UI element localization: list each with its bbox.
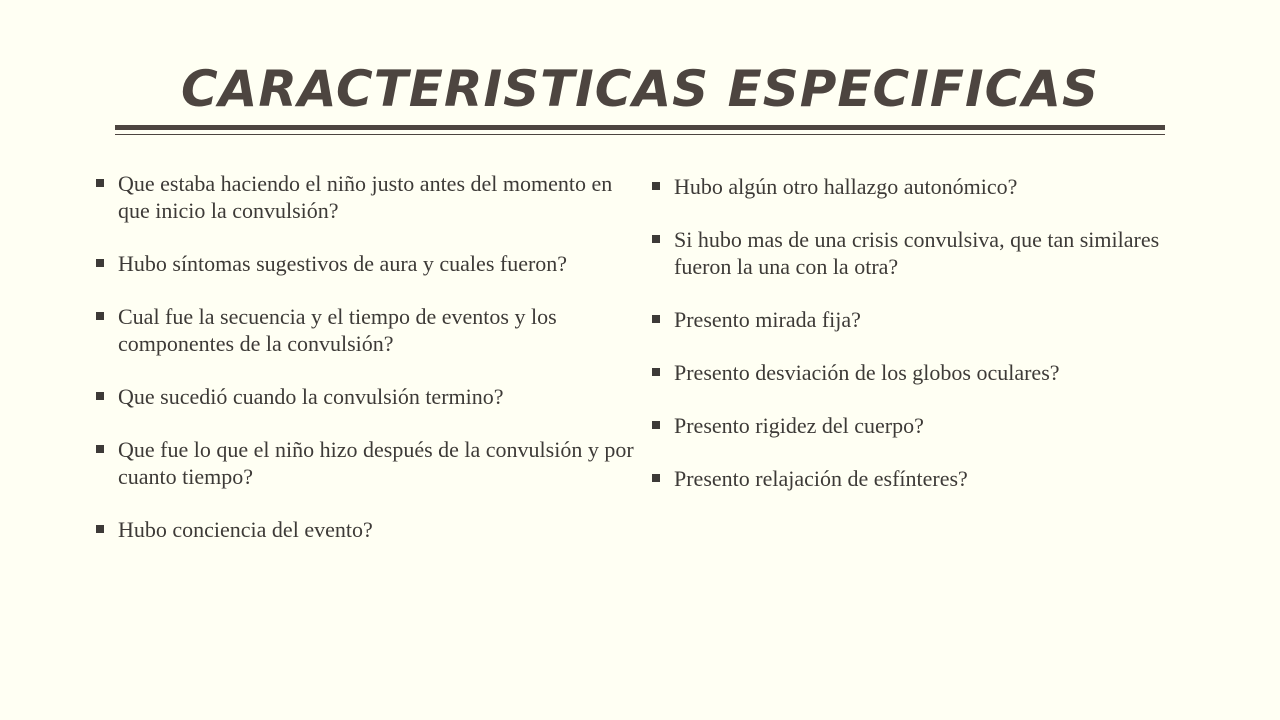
list-item <box>650 465 1190 492</box>
list-item-text: Presento mirada fija? <box>674 307 861 332</box>
list-item-text: Que sucedió cuando la convulsión termino? <box>118 384 504 409</box>
list-item-text: Hubo conciencia del evento? <box>118 517 373 542</box>
title-underline-thick <box>115 125 1165 130</box>
square-bullet-icon <box>96 259 104 267</box>
list-item <box>94 250 634 277</box>
slide-title: CARACTERISTICAS ESPECIFICAS <box>180 60 1100 118</box>
list-item-text: Hubo algún otro hallazgo autonómico? <box>674 174 1018 199</box>
square-bullet-icon <box>96 525 104 533</box>
square-bullet-icon <box>652 315 660 323</box>
square-bullet-icon <box>96 392 104 400</box>
list-item-text: Cual fue la secuencia y el tiempo de eventos y los componentes de la convulsión? <box>118 304 557 356</box>
list-item <box>650 359 1190 386</box>
list-item-text: Presento rigidez del cuerpo? <box>674 413 924 438</box>
list-item <box>94 383 634 410</box>
list-item <box>94 516 634 543</box>
list-item <box>94 303 634 357</box>
square-bullet-icon <box>652 421 660 429</box>
list-item-text: Hubo síntomas sugestivos de aura y cuales fueron? <box>118 251 568 276</box>
square-bullet-icon <box>652 182 660 190</box>
list-item <box>650 306 1190 333</box>
right-bullet-list <box>650 173 1190 518</box>
list-item-text: Que estaba haciendo el niño justo antes del momento en que inicio la convulsión? <box>118 171 613 223</box>
title-underline-thin <box>115 134 1165 135</box>
list-item-text: Presento desviación de los globos oculares? <box>674 360 1060 385</box>
list-item <box>650 226 1190 280</box>
left-bullet-list <box>94 170 634 569</box>
list-item <box>650 173 1190 200</box>
list-item-text: Si hubo mas de una crisis convulsiva, que tan similares fueron la una con la otra? <box>674 227 1160 279</box>
square-bullet-icon <box>96 312 104 320</box>
square-bullet-icon <box>652 235 660 243</box>
list-item <box>94 436 634 490</box>
list-item-text: Que fue lo que el niño hizo después de la convulsión y por cuanto tiempo? <box>118 437 634 489</box>
list-item <box>94 170 634 224</box>
square-bullet-icon <box>652 474 660 482</box>
square-bullet-icon <box>96 445 104 453</box>
list-item-text: Presento relajación de esfínteres? <box>674 466 968 491</box>
square-bullet-icon <box>96 179 104 187</box>
square-bullet-icon <box>652 368 660 376</box>
list-item <box>650 412 1190 439</box>
